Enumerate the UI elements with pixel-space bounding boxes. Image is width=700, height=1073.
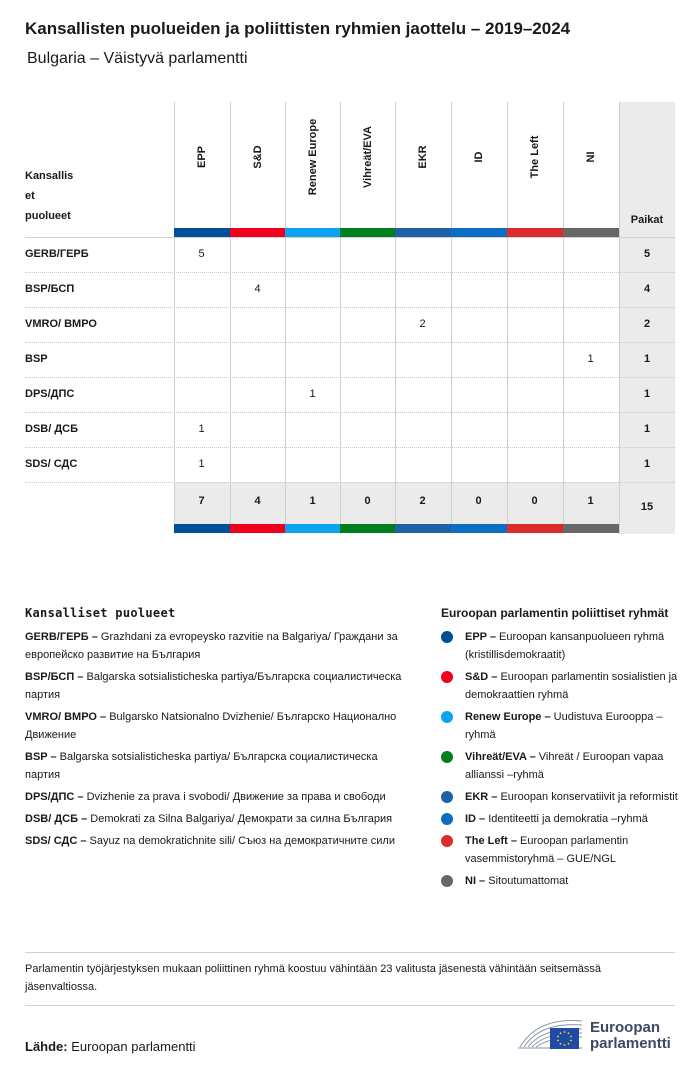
party-name: DSB/ ДСБ xyxy=(25,423,79,435)
group-color-dot-icon xyxy=(441,835,453,847)
seats-header: Paikat xyxy=(630,214,664,226)
group-abbreviation: S&D – xyxy=(465,671,498,683)
party-name: GERB/ГЕРБ xyxy=(25,248,89,260)
group-full-name: Euroopan parlamentin vasemmistoryhmä – GUE/NGL xyxy=(465,835,629,865)
seat-count-cell: 2 xyxy=(419,318,426,330)
party-full-name: Dvizhenie za prava i svobodi/ Движение за права и свободи xyxy=(83,791,386,803)
group-color-bar xyxy=(507,524,563,533)
row-divider xyxy=(25,447,675,448)
row-total-seats: 2 xyxy=(643,318,651,330)
column-divider xyxy=(285,102,286,534)
group-full-name: Sitoutumattomat xyxy=(485,875,569,887)
group-legend-item xyxy=(441,748,681,784)
group-full-name: Euroopan parlamentin sosialistien ja demokraattien ryhmä xyxy=(465,671,678,701)
group-header-1: EPP xyxy=(195,146,208,169)
group-color-bar xyxy=(340,228,396,237)
political-groups-legend xyxy=(441,606,681,894)
national-parties-legend xyxy=(25,606,415,854)
group-full-name: Uudistuva Eurooppa –ryhmä xyxy=(465,711,663,741)
column-divider xyxy=(451,102,452,534)
national-legend-item xyxy=(25,668,415,704)
group-header-2: S&D xyxy=(251,145,264,169)
group-total: 1 xyxy=(587,495,594,507)
party-abbreviation: VMRO/ ВМРО – xyxy=(25,711,107,723)
row-total-seats: 1 xyxy=(643,458,651,470)
group-color-dot-icon xyxy=(441,791,453,803)
group-color-dot-icon xyxy=(441,813,453,825)
national-legend-item xyxy=(25,708,415,744)
group-color-bar xyxy=(395,524,451,533)
group-header-8: NI xyxy=(584,151,597,163)
group-abbreviation: Renew Europe – xyxy=(465,711,551,723)
group-color-bar xyxy=(230,228,286,237)
row-total-seats: 1 xyxy=(643,423,651,435)
group-total: 0 xyxy=(531,495,538,507)
party-name: VMRO/ ВМРО xyxy=(25,318,97,330)
party-name: DPS/ДПС xyxy=(25,388,75,400)
row-total-seats: 4 xyxy=(643,283,651,295)
group-legend-item xyxy=(441,832,681,868)
row-divider xyxy=(25,482,675,483)
group-total: 2 xyxy=(419,495,426,507)
seat-count-cell: 4 xyxy=(254,283,261,295)
seat-count-cell: 1 xyxy=(198,423,205,435)
seat-count-cell: 1 xyxy=(587,353,594,365)
row-divider xyxy=(25,377,675,378)
column-divider xyxy=(507,102,508,534)
seat-count-cell: 5 xyxy=(198,248,205,260)
group-color-dot-icon xyxy=(441,711,453,723)
group-color-bar xyxy=(230,524,286,533)
header-divider xyxy=(25,237,675,238)
group-header-6: ID xyxy=(472,151,485,163)
column-divider xyxy=(340,102,341,534)
group-legend-item xyxy=(441,788,681,806)
group-color-bar xyxy=(285,524,341,533)
group-color-bar xyxy=(174,524,230,533)
national-legend-item xyxy=(25,628,415,664)
group-legend-title: Euroopan parlamentin poliittiset ryhmät xyxy=(441,606,669,620)
group-total: 0 xyxy=(475,495,482,507)
group-full-name: Euroopan konservatiivit ja reformistit xyxy=(497,791,678,803)
party-abbreviation: BSP – xyxy=(25,751,57,763)
group-abbreviation: The Left – xyxy=(465,835,517,847)
source-line xyxy=(25,1039,196,1054)
group-abbreviation: Vihreät/EVA – xyxy=(465,751,536,763)
group-legend-item xyxy=(441,810,681,828)
group-color-dot-icon xyxy=(441,875,453,887)
group-full-name: Euroopan kansanpuolueen ryhmä (kristillisdemokraatit) xyxy=(465,631,665,661)
seat-count-cell: 1 xyxy=(309,388,316,400)
group-color-dot-icon xyxy=(441,671,453,683)
group-legend-item xyxy=(441,628,681,664)
party-abbreviation: DSB/ ДСБ – xyxy=(25,813,88,825)
group-abbreviation: ID – xyxy=(465,813,486,825)
group-abbreviation: EPP – xyxy=(465,631,496,643)
footnote: Parlamentin työjärjestyksen mukaan poliittinen ryhmä koostuu vähintään 23 valitusta jäsenestä vähintään seitsemässä jäsenvaltiossa. xyxy=(25,963,601,993)
party-abbreviation: SDS/ СДС – xyxy=(25,835,87,847)
party-full-name: Demokrati za Silna Balgariya/ Демократи за силна България xyxy=(87,813,393,825)
group-color-bar xyxy=(174,228,230,237)
national-legend-item xyxy=(25,788,415,806)
row-total-seats: 5 xyxy=(643,248,651,260)
group-total: 7 xyxy=(198,495,205,507)
national-legend-title: Kansalliset puolueet xyxy=(25,606,176,620)
group-total: 0 xyxy=(364,495,371,507)
national-legend-item xyxy=(25,832,415,850)
national-legend-item xyxy=(25,748,415,784)
group-total: 1 xyxy=(309,495,316,507)
divider xyxy=(25,952,675,953)
group-color-dot-icon xyxy=(441,751,453,763)
row-divider xyxy=(25,307,675,308)
divider xyxy=(25,1005,675,1006)
row-header-label: Kansallis et puolueet xyxy=(25,170,74,222)
page-subtitle: Bulgaria – Väistyvä parlamentti xyxy=(27,50,248,67)
row-divider xyxy=(25,412,675,413)
source-text: Euroopan parlamentti xyxy=(71,1039,196,1054)
grand-total-seats: 15 xyxy=(640,501,654,513)
party-full-name: Sayuz na demokratichnite sili/ Съюз на демократичните сили xyxy=(86,835,395,847)
group-legend-item xyxy=(441,668,681,704)
party-name: BSP xyxy=(25,353,48,365)
logo-text: Euroopan parlamentti xyxy=(590,1019,671,1052)
source-label: Lähde: xyxy=(25,1039,68,1054)
party-full-name: Grazhdani za evropeysko razvitie na Balgariya/ Граждани за европейско развитие на България xyxy=(25,631,398,661)
column-divider xyxy=(230,102,231,534)
row-divider xyxy=(25,342,675,343)
party-full-name: Balgarska sotsialisticheska partiya/Българска социалистическа партия xyxy=(25,671,402,701)
group-header-7: The Left xyxy=(528,135,541,179)
party-name: SDS/ СДС xyxy=(25,458,78,470)
party-abbreviation: BSP/БСП – xyxy=(25,671,84,683)
group-legend-item xyxy=(441,872,681,890)
national-legend-item xyxy=(25,810,415,828)
group-color-bar xyxy=(285,228,341,237)
page-title: Kansallisten puolueiden ja poliittisten ryhmien jaottelu – 2019–2024 xyxy=(25,19,571,38)
party-full-name: Bulgarsko Natsionalno Dvizhenie/ Българско Национално Движение xyxy=(25,711,397,741)
group-full-name: Identiteetti ja demokratia –ryhmä xyxy=(485,813,648,825)
row-total-seats: 1 xyxy=(643,353,651,365)
group-header-5: EKR xyxy=(416,145,429,169)
group-full-name: Vihreät / Euroopan vapaa allianssi –ryhmä xyxy=(465,751,664,781)
party-abbreviation: DPS/ДПС – xyxy=(25,791,84,803)
group-header-3: Renew Europe xyxy=(306,118,319,196)
row-divider xyxy=(25,272,675,273)
group-color-bar xyxy=(451,524,507,533)
group-color-bar xyxy=(395,228,451,237)
group-color-bar xyxy=(451,228,507,237)
group-color-dot-icon xyxy=(441,631,453,643)
party-full-name: Balgarska sotsialisticheska partiya/ Българска социалистическа партия xyxy=(25,751,378,781)
seat-count-cell: 1 xyxy=(198,458,205,470)
group-color-bar xyxy=(507,228,563,237)
group-abbreviation: EKR – xyxy=(465,791,498,803)
row-total-seats: 1 xyxy=(643,388,651,400)
group-total: 4 xyxy=(254,495,261,507)
group-abbreviation: NI – xyxy=(465,875,486,887)
column-divider xyxy=(563,102,564,534)
group-legend-item xyxy=(441,708,681,744)
group-color-bar xyxy=(563,524,619,533)
group-header-4: Vihreät/EVA xyxy=(361,126,374,188)
party-name: BSP/БСП xyxy=(25,283,75,295)
group-color-bar xyxy=(340,524,396,533)
distribution-table xyxy=(25,102,675,534)
group-color-bar xyxy=(563,228,619,237)
party-abbreviation: GERB/ГЕРБ – xyxy=(25,631,98,643)
